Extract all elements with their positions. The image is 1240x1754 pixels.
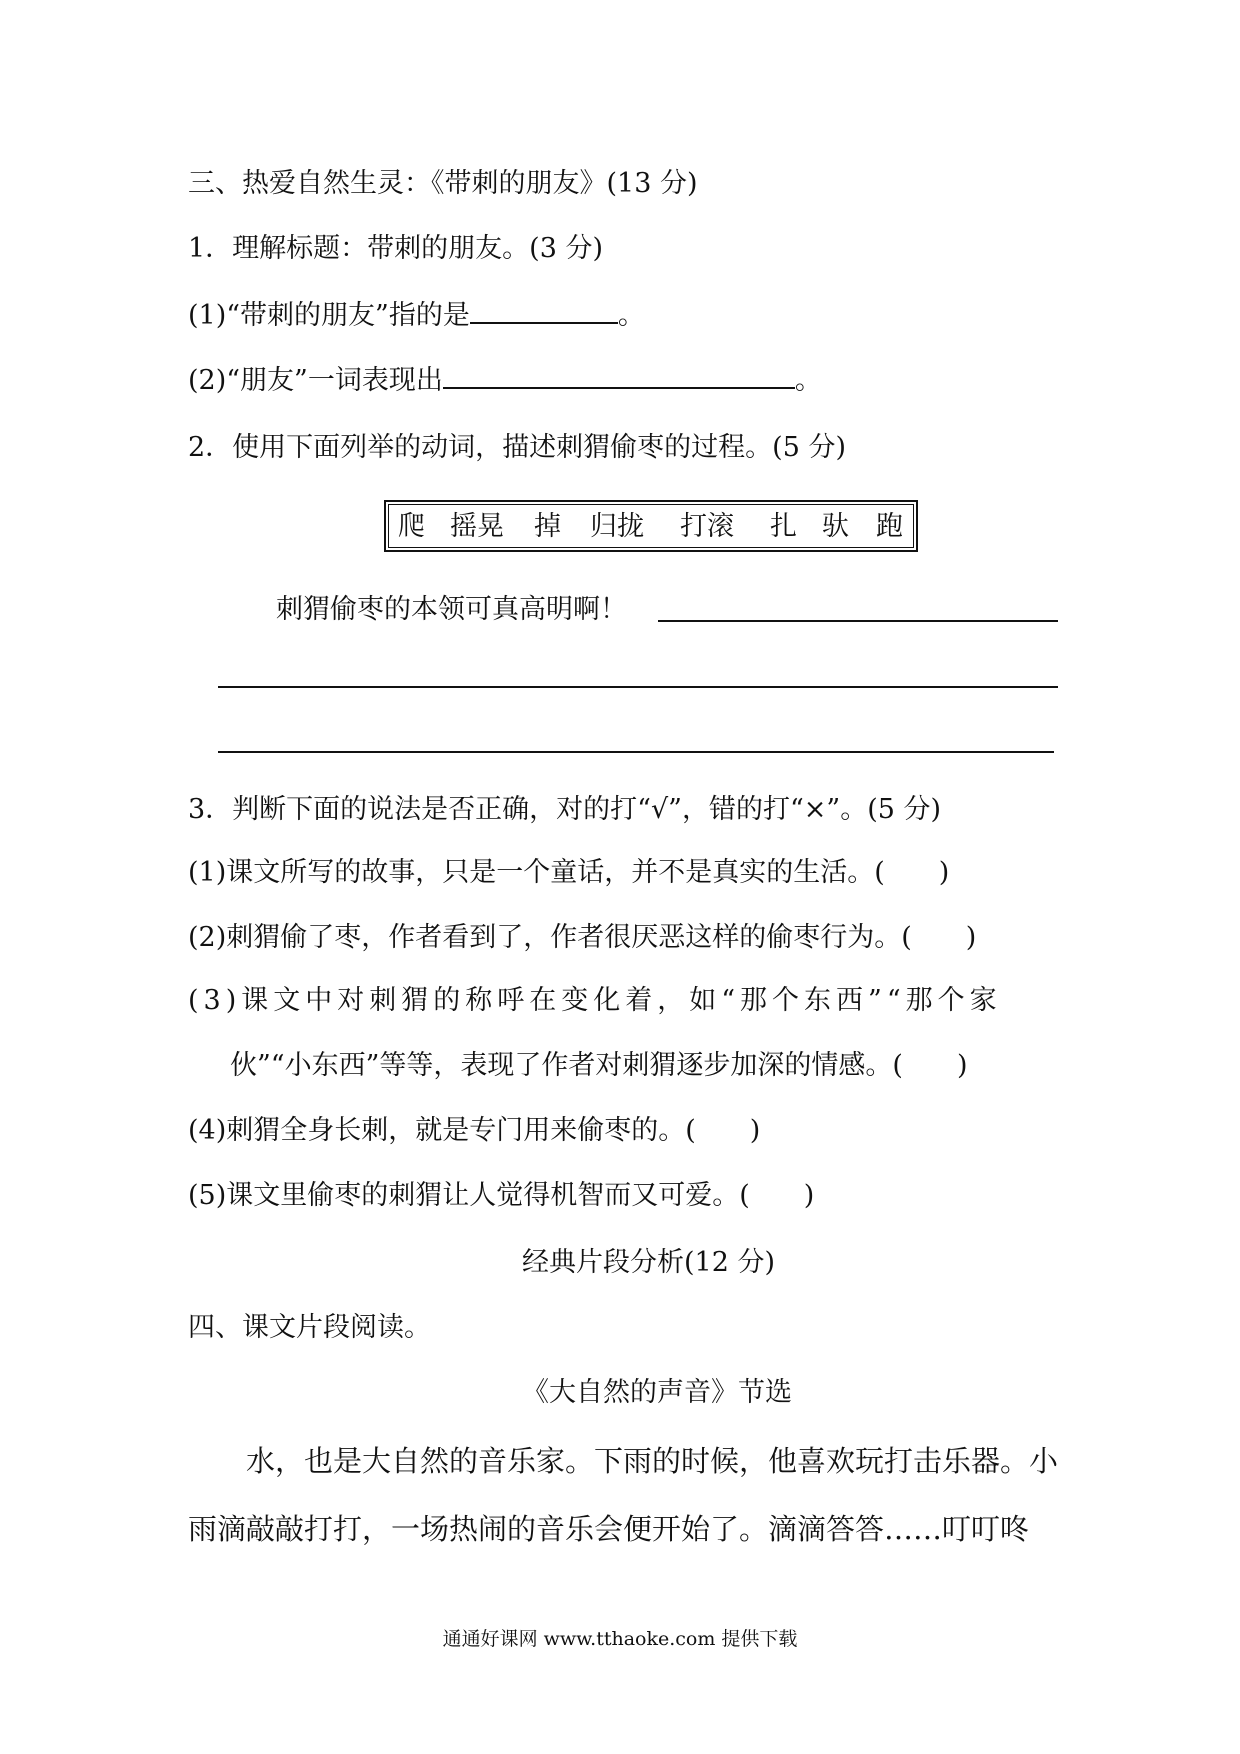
judgement-item: (3)课文中对刺猬的称呼在变化着，如“那个东西”“那个家 xyxy=(188,985,1002,1016)
verb-word-box xyxy=(384,500,918,552)
question-2-title: 2．使用下面列举的动词，描述刺猬偷枣的过程。(5 分) xyxy=(188,432,847,463)
verb-word: 归拢 xyxy=(590,511,644,542)
question-1-title: 1．理解标题：带刺的朋友。(3 分) xyxy=(188,233,604,264)
passage-line: 水，也是大自然的音乐家。下雨的时候，他喜欢玩打击乐器。小 xyxy=(246,1444,1059,1478)
answer-line[interactable] xyxy=(658,620,1058,622)
question-3-title: 3．判断下面的说法是否正确，对的打“√”，错的打“×”。(5 分) xyxy=(188,794,942,825)
question-1-item-2 xyxy=(188,361,822,401)
answer-blank[interactable] xyxy=(443,361,795,389)
judgement-item-continuation: 伙”“小东西”等等，表现了作者对刺猬逐步加深的情感。( ) xyxy=(230,1050,968,1081)
judgement-item: (4)刺猬全身长刺，就是专门用来偷枣的。( ) xyxy=(188,1115,761,1146)
verb-word: 扎 xyxy=(770,511,797,542)
judgement-item: (2)刺猬偷了枣，作者看到了，作者很厌恶这样的偷枣行为。( ) xyxy=(188,922,977,953)
passage-line: 雨滴敲敲打打，一场热闹的音乐会便开始了。滴滴答答……叮叮咚 xyxy=(188,1512,1030,1546)
answer-blank[interactable] xyxy=(470,296,618,324)
question-1-item-1 xyxy=(188,296,645,336)
question-2-answer-prompt: 刺猬偷枣的本领可真高明啊！ xyxy=(276,594,627,625)
passage-title: 《大自然的声音》节选 xyxy=(522,1377,792,1408)
question-1-item-2-end: 。 xyxy=(794,365,822,396)
verb-word: 打滚 xyxy=(680,511,734,542)
verb-word: 摇晃 xyxy=(450,511,504,542)
verb-word: 跑 xyxy=(876,511,903,542)
answer-line[interactable] xyxy=(218,686,1058,688)
judgement-item: (5)课文里偷枣的刺猬让人觉得机智而又可爱。( ) xyxy=(188,1180,815,1211)
section-4-heading: 四、课文片段阅读。 xyxy=(188,1312,431,1343)
verb-word: 驮 xyxy=(822,511,849,542)
answer-line[interactable] xyxy=(218,751,1054,753)
question-1-item-2-text: (2)“朋友”一词表现出 xyxy=(188,365,443,396)
question-1-item-1-end: 。 xyxy=(617,300,645,331)
page-footer: 通通好课网 www.tthaoke.com 提供下载 xyxy=(442,1628,798,1650)
classic-section-subtitle: 经典片段分析(12 分) xyxy=(522,1247,776,1278)
verb-word: 掉 xyxy=(534,511,561,542)
verb-word: 爬 xyxy=(398,511,425,542)
question-1-item-1-text: (1)“带刺的朋友”指的是 xyxy=(188,300,470,331)
section-3-heading: 三、热爱自然生灵：《带刺的朋友》(13 分) xyxy=(188,168,698,199)
judgement-item: (1)课文所写的故事，只是一个童话，并不是真实的生活。( ) xyxy=(188,857,950,888)
